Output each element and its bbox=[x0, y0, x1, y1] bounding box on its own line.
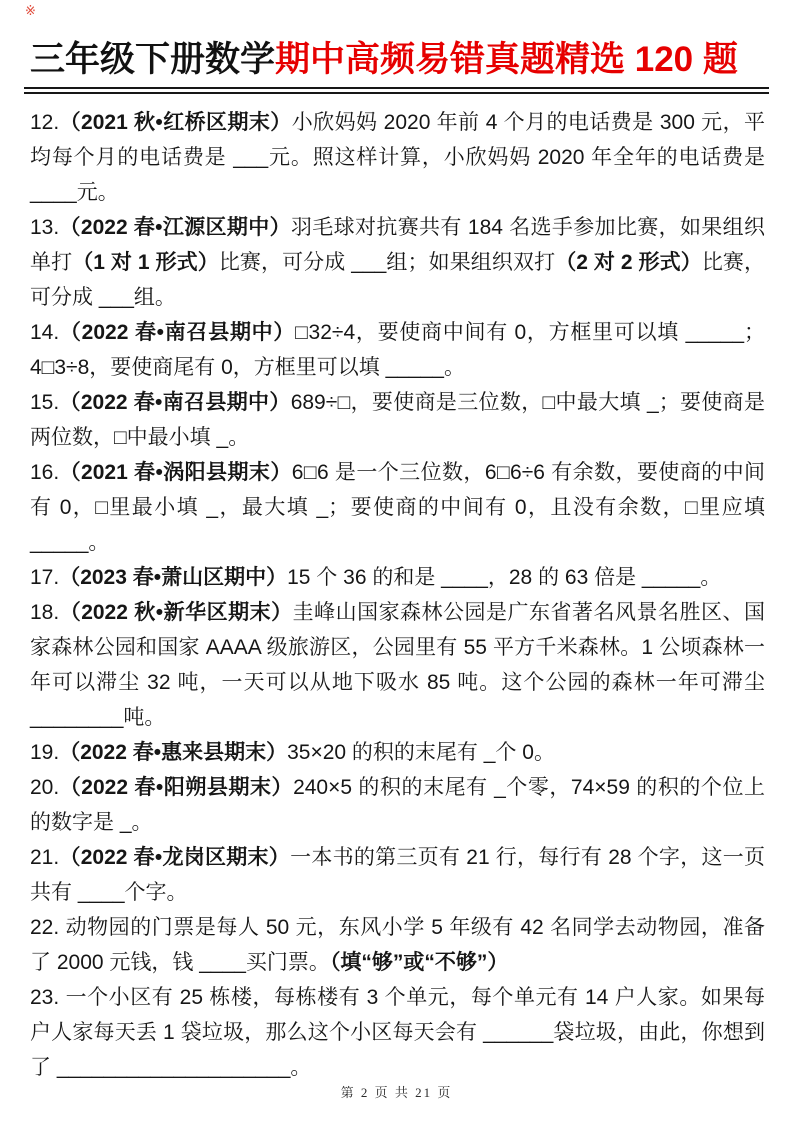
question-text: 689÷□，要使商是三位数，□中最大填 _；要使商是两位数，□中最小填 _。 bbox=[30, 390, 765, 449]
question-item bbox=[30, 105, 765, 210]
question-item bbox=[30, 560, 765, 595]
question-text: 20. bbox=[30, 775, 60, 799]
red-corner-mark: ※ bbox=[25, 3, 36, 18]
page-title bbox=[30, 0, 765, 82]
question-source-bold: （2022 春•龙岗区期末） bbox=[59, 845, 291, 869]
question-item bbox=[30, 595, 765, 735]
question-item bbox=[30, 385, 765, 455]
question-text: 6□6 是一个三位数，6□6÷6 有余数，要使商的中间有 0，□里最小填 _，最大填 _；要使商的中间有 0，且没有余数，□里应填 _____。 bbox=[30, 460, 765, 554]
question-text: 比赛，可分成 ___组；如果组织双打 bbox=[218, 250, 556, 274]
question-source-bold: （2021 秋•红桥区期末） bbox=[59, 110, 292, 134]
question-source-bold: （2022 春•江源区期中） bbox=[59, 215, 291, 239]
page-footer: 第 2 页 共 21 页 bbox=[340, 1085, 453, 1100]
questions-list bbox=[30, 105, 765, 1085]
question-text: 16. bbox=[30, 460, 60, 484]
question-source-bold: （2023 春•萧山区期中） bbox=[59, 565, 288, 589]
question-text: 22. 动物园的门票是每人 50 元，东风小学 5 年级有 42 名同学去动物园，准备了 2000 元钱，钱 ____买门票。 bbox=[30, 915, 765, 974]
question-source-bold: （2022 春•阳朔县期末） bbox=[59, 775, 294, 799]
question-source-bold: （2022 春•南召县期中） bbox=[59, 390, 291, 414]
question-source-bold: （2022 春•惠来县期末） bbox=[59, 740, 288, 764]
question-source-bold: （1 对 1 形式） bbox=[72, 250, 219, 274]
question-item bbox=[30, 735, 765, 770]
question-text: 240×5 的积的末尾有 _个零，74×59 的积的个位上的数字是 _。 bbox=[30, 775, 765, 834]
question-source-bold: （2021 春•涡阳县期末） bbox=[59, 460, 292, 484]
question-text: 小欣妈妈 2020 年前 4 个月的电话费是 300 元，平均每个月的电话费是 ___元。照这样计算，小欣妈妈 2020 年全年的电话费是 ____元。 bbox=[30, 110, 765, 204]
question-item bbox=[30, 770, 765, 840]
question-text: 19. bbox=[30, 740, 60, 764]
question-item bbox=[30, 980, 765, 1085]
page-title-red: 期中高频易错真题精选 120 题 bbox=[275, 40, 738, 79]
question-text: 35×20 的积的末尾有 _个 0。 bbox=[287, 740, 555, 764]
question-text: 18. bbox=[30, 600, 60, 624]
question-item bbox=[30, 315, 765, 385]
question-item bbox=[30, 840, 765, 910]
question-item bbox=[30, 455, 765, 560]
question-item bbox=[30, 210, 765, 315]
question-text: 比赛，可分成 ___组。 bbox=[30, 250, 765, 309]
page-title-black: 三年级下册数学 bbox=[30, 40, 276, 79]
question-source-bold: （填“够”或“不够”） bbox=[329, 950, 509, 974]
title-divider bbox=[24, 87, 769, 94]
question-text: 一本书的第三页有 21 行，每行有 28 个字，这一页共有 ____个字。 bbox=[30, 845, 766, 904]
question-source-bold: （2022 秋•新华区期末） bbox=[59, 600, 293, 624]
question-source-bold: （2022 春•南召县期中） bbox=[59, 320, 296, 344]
question-source-bold: （2 对 2 形式） bbox=[555, 250, 702, 274]
question-text: 17. bbox=[30, 565, 60, 589]
question-text: 21. bbox=[30, 845, 60, 869]
question-item bbox=[30, 910, 765, 980]
question-text: 15. bbox=[30, 390, 60, 414]
question-text: □32÷4，要使商中间有 0，方框里可以填 _____；4□3÷8，要使商尾有 0，方框里可以填 _____。 bbox=[30, 320, 765, 379]
question-text: 23. 一个小区有 25 栋楼，每栋楼有 3 个单元，每个单元有 14 户人家。如果每户人家每天丢 1 袋垃圾，那么这个小区每天会有 ______袋垃圾，由此，你想到了 ____________________。 bbox=[30, 985, 765, 1079]
question-text: 14. bbox=[30, 320, 60, 344]
question-text: 圭峰山国家森林公园是广东省著名风景名胜区、国家森林公园和国家 AAAA 级旅游区，公园里有 55 平方千米森林。1 公顷森林一年可以滞尘 32 吨，一天可以从地下吸水 85 吨。这个公园的森林一年可滞尘 ________吨。 bbox=[30, 600, 766, 729]
question-text: 12. bbox=[30, 110, 60, 134]
question-text: 13. bbox=[30, 215, 60, 239]
question-text: 15 个 36 的和是 ____，28 的 63 倍是 _____。 bbox=[287, 565, 722, 589]
question-text: 羽毛球对抗赛共有 184 名选手参加比赛，如果组织单打 bbox=[30, 215, 765, 274]
